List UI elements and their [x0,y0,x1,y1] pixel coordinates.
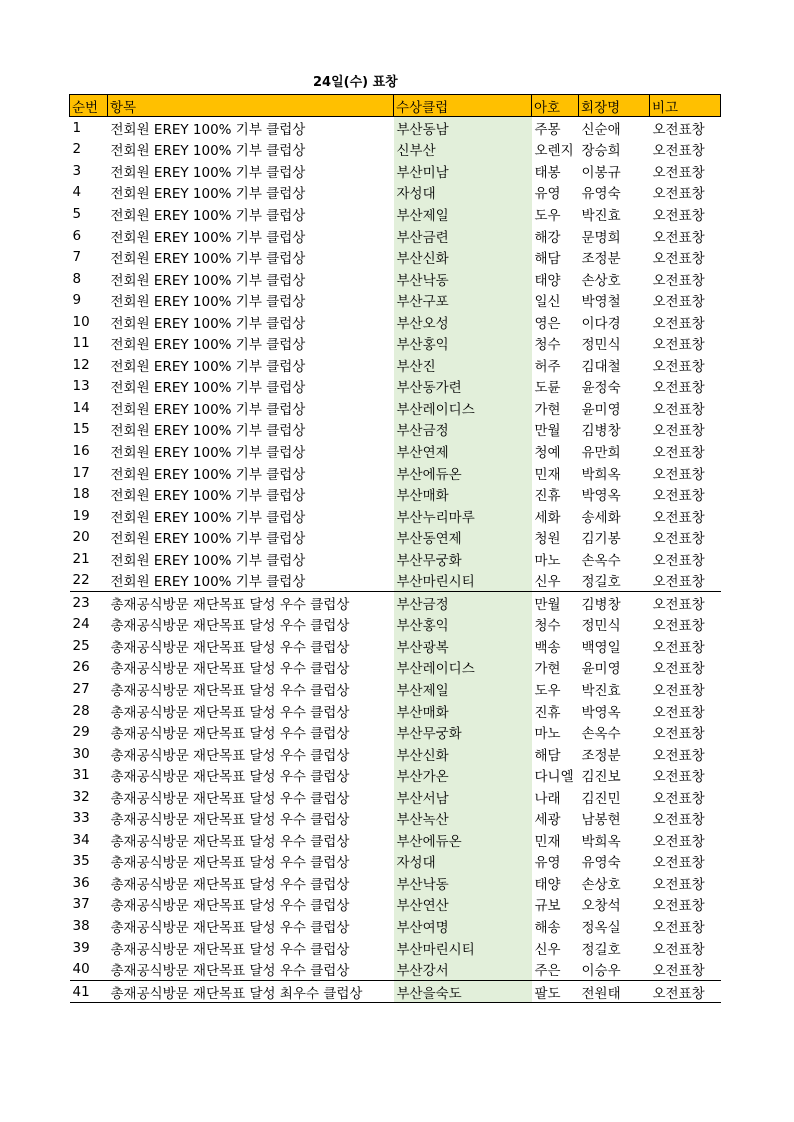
row-number: 33 [72,810,90,827]
row-note: 오전표창 [652,769,705,786]
row-note: 오전표창 [652,618,705,635]
row-club: 부산녹산 [394,808,532,830]
row-president: 오창석 [581,898,621,915]
row-item: 총재공식방문 재단목표 달성 우수 클럽상 [110,920,350,936]
row-item: 총재공식방문 재단목표 달성 우수 클럽상 [110,747,350,764]
row-aho: 진휴 [534,488,561,505]
row-number: 3 [72,162,82,179]
row-note: 오전표창 [652,423,705,440]
row-aho: 청수 [534,618,561,635]
row-number: 34 [72,831,90,848]
row-item: 총재공식방문 재단목표 달성 우수 클럽상 [110,812,350,829]
row-aho: 나래 [534,790,561,807]
row-club: 부산동연제 [394,526,532,548]
row-note: 오전표창 [652,164,705,181]
row-president: 정길호 [581,574,621,591]
row-note: 오전표창 [652,143,705,160]
row-president: 문명희 [581,229,621,246]
row-club: 부산마린시티 [394,937,532,959]
header-club: 수상클럽 [394,95,532,117]
table-row [70,376,721,398]
row-club: 부산마린시티 [394,569,532,591]
row-item: 전회원 EREY 100% 기부 클럽상 [110,358,306,375]
row-item: 전회원 EREY 100% 기부 클럽상 [110,143,306,160]
row-note: 오전표창 [652,876,705,893]
row-aho: 민재 [534,833,561,850]
row-president: 김대철 [581,358,621,375]
row-note: 오전표창 [652,509,705,526]
row-aho: 마노 [534,726,561,743]
table-row [70,160,721,182]
row-item: 전회원 EREY 100% 기부 클럽상 [110,380,306,397]
row-item: 총재공식방문 재단목표 달성 우수 클럽상 [110,790,350,807]
row-club: 부산홍익 [394,332,532,354]
row-president: 신순애 [581,121,621,138]
row-number: 9 [72,292,82,309]
table-row [70,721,721,743]
row-club: 부산신화 [394,743,532,765]
row-item: 전회원 EREY 100% 기부 클럽상 [110,552,306,569]
row-number: 26 [72,659,90,676]
table-row [70,548,721,570]
row-number: 5 [72,205,82,222]
row-club: 부산미남 [394,160,532,182]
row-number: 19 [72,507,90,524]
row-aho: 해담 [534,747,561,764]
table-row [70,332,721,354]
row-president: 유영숙 [581,186,621,203]
table-row [70,678,721,700]
row-note: 오전표창 [652,682,705,699]
row-note: 오전표창 [652,855,705,872]
table-row [70,808,721,830]
row-note: 오전표창 [652,272,705,289]
row-number: 16 [72,442,90,459]
row-president: 정민식 [581,337,621,354]
table-row [70,764,721,786]
row-aho: 청원 [534,531,561,548]
row-club: 부산무궁화 [394,721,532,743]
row-aho: 가현 [534,401,561,418]
row-president: 정옥실 [581,920,621,936]
row-club: 부산구포 [394,289,532,311]
row-president: 박진효 [581,682,621,699]
row-president: 박영옥 [581,488,621,505]
row-number: 27 [72,680,90,697]
row-club: 부산동가련 [394,376,532,398]
row-number: 36 [72,874,90,891]
row-aho: 태양 [534,876,561,893]
row-president: 손옥수 [581,726,621,743]
row-item: 전회원 EREY 100% 기부 클럽상 [110,186,306,203]
row-number: 38 [72,918,90,934]
row-item: 전회원 EREY 100% 기부 클럽상 [110,337,306,354]
row-note: 오전표창 [652,186,705,203]
row-club: 부산진 [394,354,532,376]
row-number: 31 [72,767,90,784]
row-item: 전회원 EREY 100% 기부 클럽상 [110,574,306,591]
row-note: 오전표창 [652,121,705,138]
row-number: 17 [72,464,90,481]
row-aho: 주은 [534,963,561,980]
row-club: 부산레이디스 [394,657,532,679]
row-number: 13 [72,378,90,395]
row-number: 40 [72,961,90,978]
row-number: 11 [72,335,90,352]
award-table [69,94,721,1003]
table-row [70,225,721,247]
table-row [70,289,721,311]
table-row [70,915,721,937]
row-aho: 태양 [534,272,561,289]
table-row [70,246,721,268]
award-sheet [69,72,720,1003]
row-item: 전회원 EREY 100% 기부 클럽상 [110,466,306,483]
row-item: 총재공식방문 재단목표 달성 우수 클럽상 [110,833,350,850]
row-aho: 가현 [534,661,561,678]
row-president: 박희옥 [581,833,621,850]
row-note: 오전표창 [652,294,705,311]
row-president: 정민식 [581,618,621,635]
row-aho: 다니엘 [534,769,574,786]
row-number: 12 [72,356,90,373]
row-aho: 민재 [534,466,561,483]
row-number: 22 [72,572,90,589]
table-row [70,958,721,980]
row-club: 부산에듀온 [394,829,532,851]
row-aho: 만월 [532,592,579,614]
row-item: 총재공식방문 재단목표 달성 우수 클럽상 [110,639,350,656]
row-club: 부산제일 [394,203,532,225]
row-item: 총재공식방문 재단목표 달성 우수 클럽상 [110,963,350,980]
row-item: 총재공식방문 재단목표 달성 우수 클럽상 [110,726,350,743]
row-president: 백영일 [581,639,621,656]
row-president: 이다경 [581,315,621,332]
row-aho: 유영 [534,186,561,203]
row-item: 총재공식방문 재단목표 달성 우수 클럽상 [110,876,350,893]
row-number: 2 [72,141,82,158]
row-item: 전회원 EREY 100% 기부 클럽상 [110,509,306,526]
row-number: 15 [72,421,90,438]
table-row [70,657,721,679]
row-aho: 영은 [534,315,561,332]
row-note: 오전표창 [652,747,705,764]
row-number: 4 [72,184,82,201]
table-body [70,117,721,1003]
table-row [70,462,721,484]
row-aho: 도우 [534,682,561,699]
row-note: 오전표창 [652,466,705,483]
table-row [70,851,721,873]
row-president: 이승우 [581,963,621,980]
row-president: 윤미영 [581,401,621,418]
row-number: 28 [72,702,90,719]
row-note: 오전표창 [652,833,705,850]
row-number: 23 [70,592,108,614]
row-aho: 세화 [534,509,561,526]
row-item: 총재공식방문 재단목표 달성 우수 클럽상 [110,704,350,721]
row-note: 오전표창 [652,488,705,505]
header-aho: 아호 [532,95,579,117]
row-note: 오전표창 [652,337,705,354]
row-aho: 신우 [534,574,561,591]
table-row [70,354,721,376]
row-item: 총재공식방문 재단목표 달성 우수 클럽상 [110,661,350,678]
row-president: 김병창 [581,423,621,440]
row-aho: 청수 [534,337,561,354]
row-club: 부산레이디스 [394,397,532,419]
table-row [70,569,721,591]
row-number: 24 [72,616,90,633]
row-club: 자성대 [394,851,532,873]
row-president: 전원태 [579,980,650,1003]
row-note: 오전표창 [652,812,705,829]
row-item: 총재공식방문 재단목표 달성 우수 클럽상 [110,682,350,699]
row-number: 14 [72,399,90,416]
row-aho: 청예 [534,444,561,461]
row-president: 김진보 [581,769,621,786]
table-row [70,894,721,916]
row-president: 송세화 [581,509,621,526]
row-aho: 세광 [534,812,561,829]
row-aho: 주몽 [534,121,561,138]
row-item: 전회원 EREY 100% 기부 클럽상 [110,488,306,505]
table-row [70,397,721,419]
row-club: 부산을숙도 [394,980,532,1003]
row-club: 부산금정 [394,419,532,441]
row-president: 손상호 [581,272,621,289]
table-row [70,483,721,505]
row-item: 전회원 EREY 100% 기부 클럽상 [110,121,306,138]
row-president: 조정분 [581,747,621,764]
table-row [70,182,721,204]
table-row [70,419,721,441]
row-note: 오전표창 [652,380,705,397]
table-row [70,829,721,851]
row-aho: 해담 [534,251,561,268]
table-row [70,268,721,290]
row-club: 부산무궁화 [394,548,532,570]
row-president: 이봉규 [581,164,621,181]
row-item: 전회원 EREY 100% 기부 클럽상 [110,207,306,224]
row-club: 부산홍익 [394,614,532,636]
row-president: 박영옥 [581,704,621,721]
row-number: 18 [72,486,90,503]
row-item: 총재공식방문 재단목표 달성 우수 클럽상 [108,592,394,614]
row-note: 오전표창 [652,963,705,980]
row-note: 오전표창 [652,358,705,375]
row-aho: 해강 [534,229,561,246]
row-club: 부산여명 [394,915,532,937]
row-club: 부산매화 [394,700,532,722]
row-note: 오전표창 [652,704,705,721]
row-note: 오전표창 [652,444,705,461]
row-aho: 태봉 [534,164,561,181]
row-item: 전회원 EREY 100% 기부 클럽상 [110,315,306,332]
row-item: 전회원 EREY 100% 기부 클럽상 [110,401,306,418]
row-president: 윤정숙 [581,380,621,397]
row-item: 전회원 EREY 100% 기부 클럽상 [110,294,306,311]
row-item: 전회원 EREY 100% 기부 클럽상 [110,229,306,246]
row-president: 박희옥 [581,466,621,483]
row-item: 전회원 EREY 100% 기부 클럽상 [110,164,306,181]
row-item: 전회원 EREY 100% 기부 클럽상 [110,444,306,461]
row-number: 8 [72,270,82,287]
row-number: 32 [72,788,90,805]
row-club: 부산강서 [394,958,532,980]
header-president: 회장명 [579,95,650,117]
row-item: 총재공식방문 재단목표 달성 우수 클럽상 [110,941,350,958]
row-president: 손옥수 [581,552,621,569]
row-note: 오전표창 [652,941,705,958]
row-number: 10 [72,313,90,330]
row-club: 부산동남 [394,117,532,139]
row-president: 조정분 [581,251,621,268]
header-row [70,95,721,117]
row-note: 오전표창 [650,980,721,1003]
row-number: 6 [72,227,82,244]
row-number: 39 [72,939,90,956]
table-row [70,786,721,808]
row-club: 부산낙동 [394,872,532,894]
table-row [70,635,721,657]
row-club: 부산금정 [394,592,532,614]
row-note: 오전표창 [652,920,705,936]
table-row [70,440,721,462]
row-club: 부산오성 [394,311,532,333]
page-title: 24일(수) 표창 [313,75,398,90]
table-row [70,203,721,225]
row-club: 부산광복 [394,635,532,657]
row-president: 유영숙 [581,855,621,872]
row-item: 총재공식방문 재단목표 달성 우수 클럽상 [110,855,350,872]
row-note: 오전표창 [652,251,705,268]
table-row [70,526,721,548]
row-club: 부산제일 [394,678,532,700]
row-club: 부산금련 [394,225,532,247]
table-row [70,614,721,636]
row-club: 부산연제 [394,440,532,462]
row-club: 부산신화 [394,246,532,268]
row-note: 오전표창 [652,315,705,332]
header-note: 비고 [650,95,721,117]
row-aho: 규보 [534,898,561,915]
row-item: 총재공식방문 재단목표 달성 우수 클럽상 [110,898,350,915]
table-row [70,311,721,333]
row-item: 총재공식방문 재단목표 달성 우수 클럽상 [110,769,350,786]
row-number: 41 [70,980,108,1003]
row-number: 25 [72,637,90,654]
row-item: 총재공식방문 재단목표 달성 우수 클럽상 [110,618,350,635]
header-item: 항목 [108,95,394,117]
row-club: 부산에듀온 [394,462,532,484]
row-aho: 해송 [534,920,561,936]
row-aho: 백송 [534,639,561,656]
row-club: 부산서남 [394,786,532,808]
row-president: 박영철 [581,294,621,311]
row-number: 35 [72,853,90,870]
row-aho: 마노 [534,552,561,569]
row-club: 신부산 [394,139,532,161]
row-aho: 오렌지 [534,143,574,160]
row-president: 장승희 [581,143,621,160]
table-row [70,592,721,614]
row-club: 부산누리마루 [394,505,532,527]
row-note: 오전표창 [652,207,705,224]
row-note: 오전표창 [652,661,705,678]
row-aho: 유영 [534,855,561,872]
row-number: 7 [72,249,82,266]
table-row [70,743,721,765]
row-aho: 신우 [534,941,561,958]
table-row [70,117,721,139]
row-note: 오전표창 [652,574,705,591]
row-president: 유만희 [581,444,621,461]
row-note: 오전표창 [652,229,705,246]
row-president: 김병창 [579,592,650,614]
table-row [70,505,721,527]
row-aho: 일신 [534,294,561,311]
row-note: 오전표창 [652,401,705,418]
table-row [70,937,721,959]
row-item: 전회원 EREY 100% 기부 클럽상 [110,272,306,289]
table-row [70,872,721,894]
row-aho: 팔도 [532,980,579,1003]
row-club: 부산가온 [394,764,532,786]
row-club: 부산연산 [394,894,532,916]
table-row [70,139,721,161]
row-president: 손상호 [581,876,621,893]
row-number: 1 [72,119,82,136]
table-row [70,700,721,722]
row-note: 오전표창 [650,592,721,614]
row-aho: 진휴 [534,704,561,721]
row-aho: 허주 [534,358,561,375]
row-item: 전회원 EREY 100% 기부 클럽상 [110,423,306,440]
row-club: 부산낙동 [394,268,532,290]
row-number: 21 [72,550,90,567]
row-item: 총재공식방문 재단목표 달성 최우수 클럽상 [108,980,394,1003]
row-number: 30 [72,745,90,762]
row-number: 37 [72,896,90,913]
row-aho: 도우 [534,207,561,224]
row-note: 오전표창 [652,552,705,569]
row-club: 부산매화 [394,483,532,505]
row-note: 오전표창 [652,726,705,743]
row-president: 김진민 [581,790,621,807]
row-note: 오전표창 [652,639,705,656]
row-note: 오전표창 [652,790,705,807]
row-item: 전회원 EREY 100% 기부 클럽상 [110,251,306,268]
row-president: 남봉현 [581,812,621,829]
row-number: 20 [72,529,90,546]
table-row [70,980,721,1003]
row-aho: 도륜 [534,380,561,397]
row-note: 오전표창 [652,531,705,548]
row-president: 박진효 [581,207,621,224]
row-aho: 만월 [534,423,561,440]
row-number: 29 [72,724,90,741]
row-president: 정길호 [581,941,621,958]
row-president: 윤미영 [581,661,621,678]
row-item: 전회원 EREY 100% 기부 클럽상 [110,531,306,548]
row-note: 오전표창 [652,898,705,915]
header-no: 순번 [70,95,108,117]
row-president: 김기봉 [581,531,621,548]
row-club: 자성대 [394,182,532,204]
